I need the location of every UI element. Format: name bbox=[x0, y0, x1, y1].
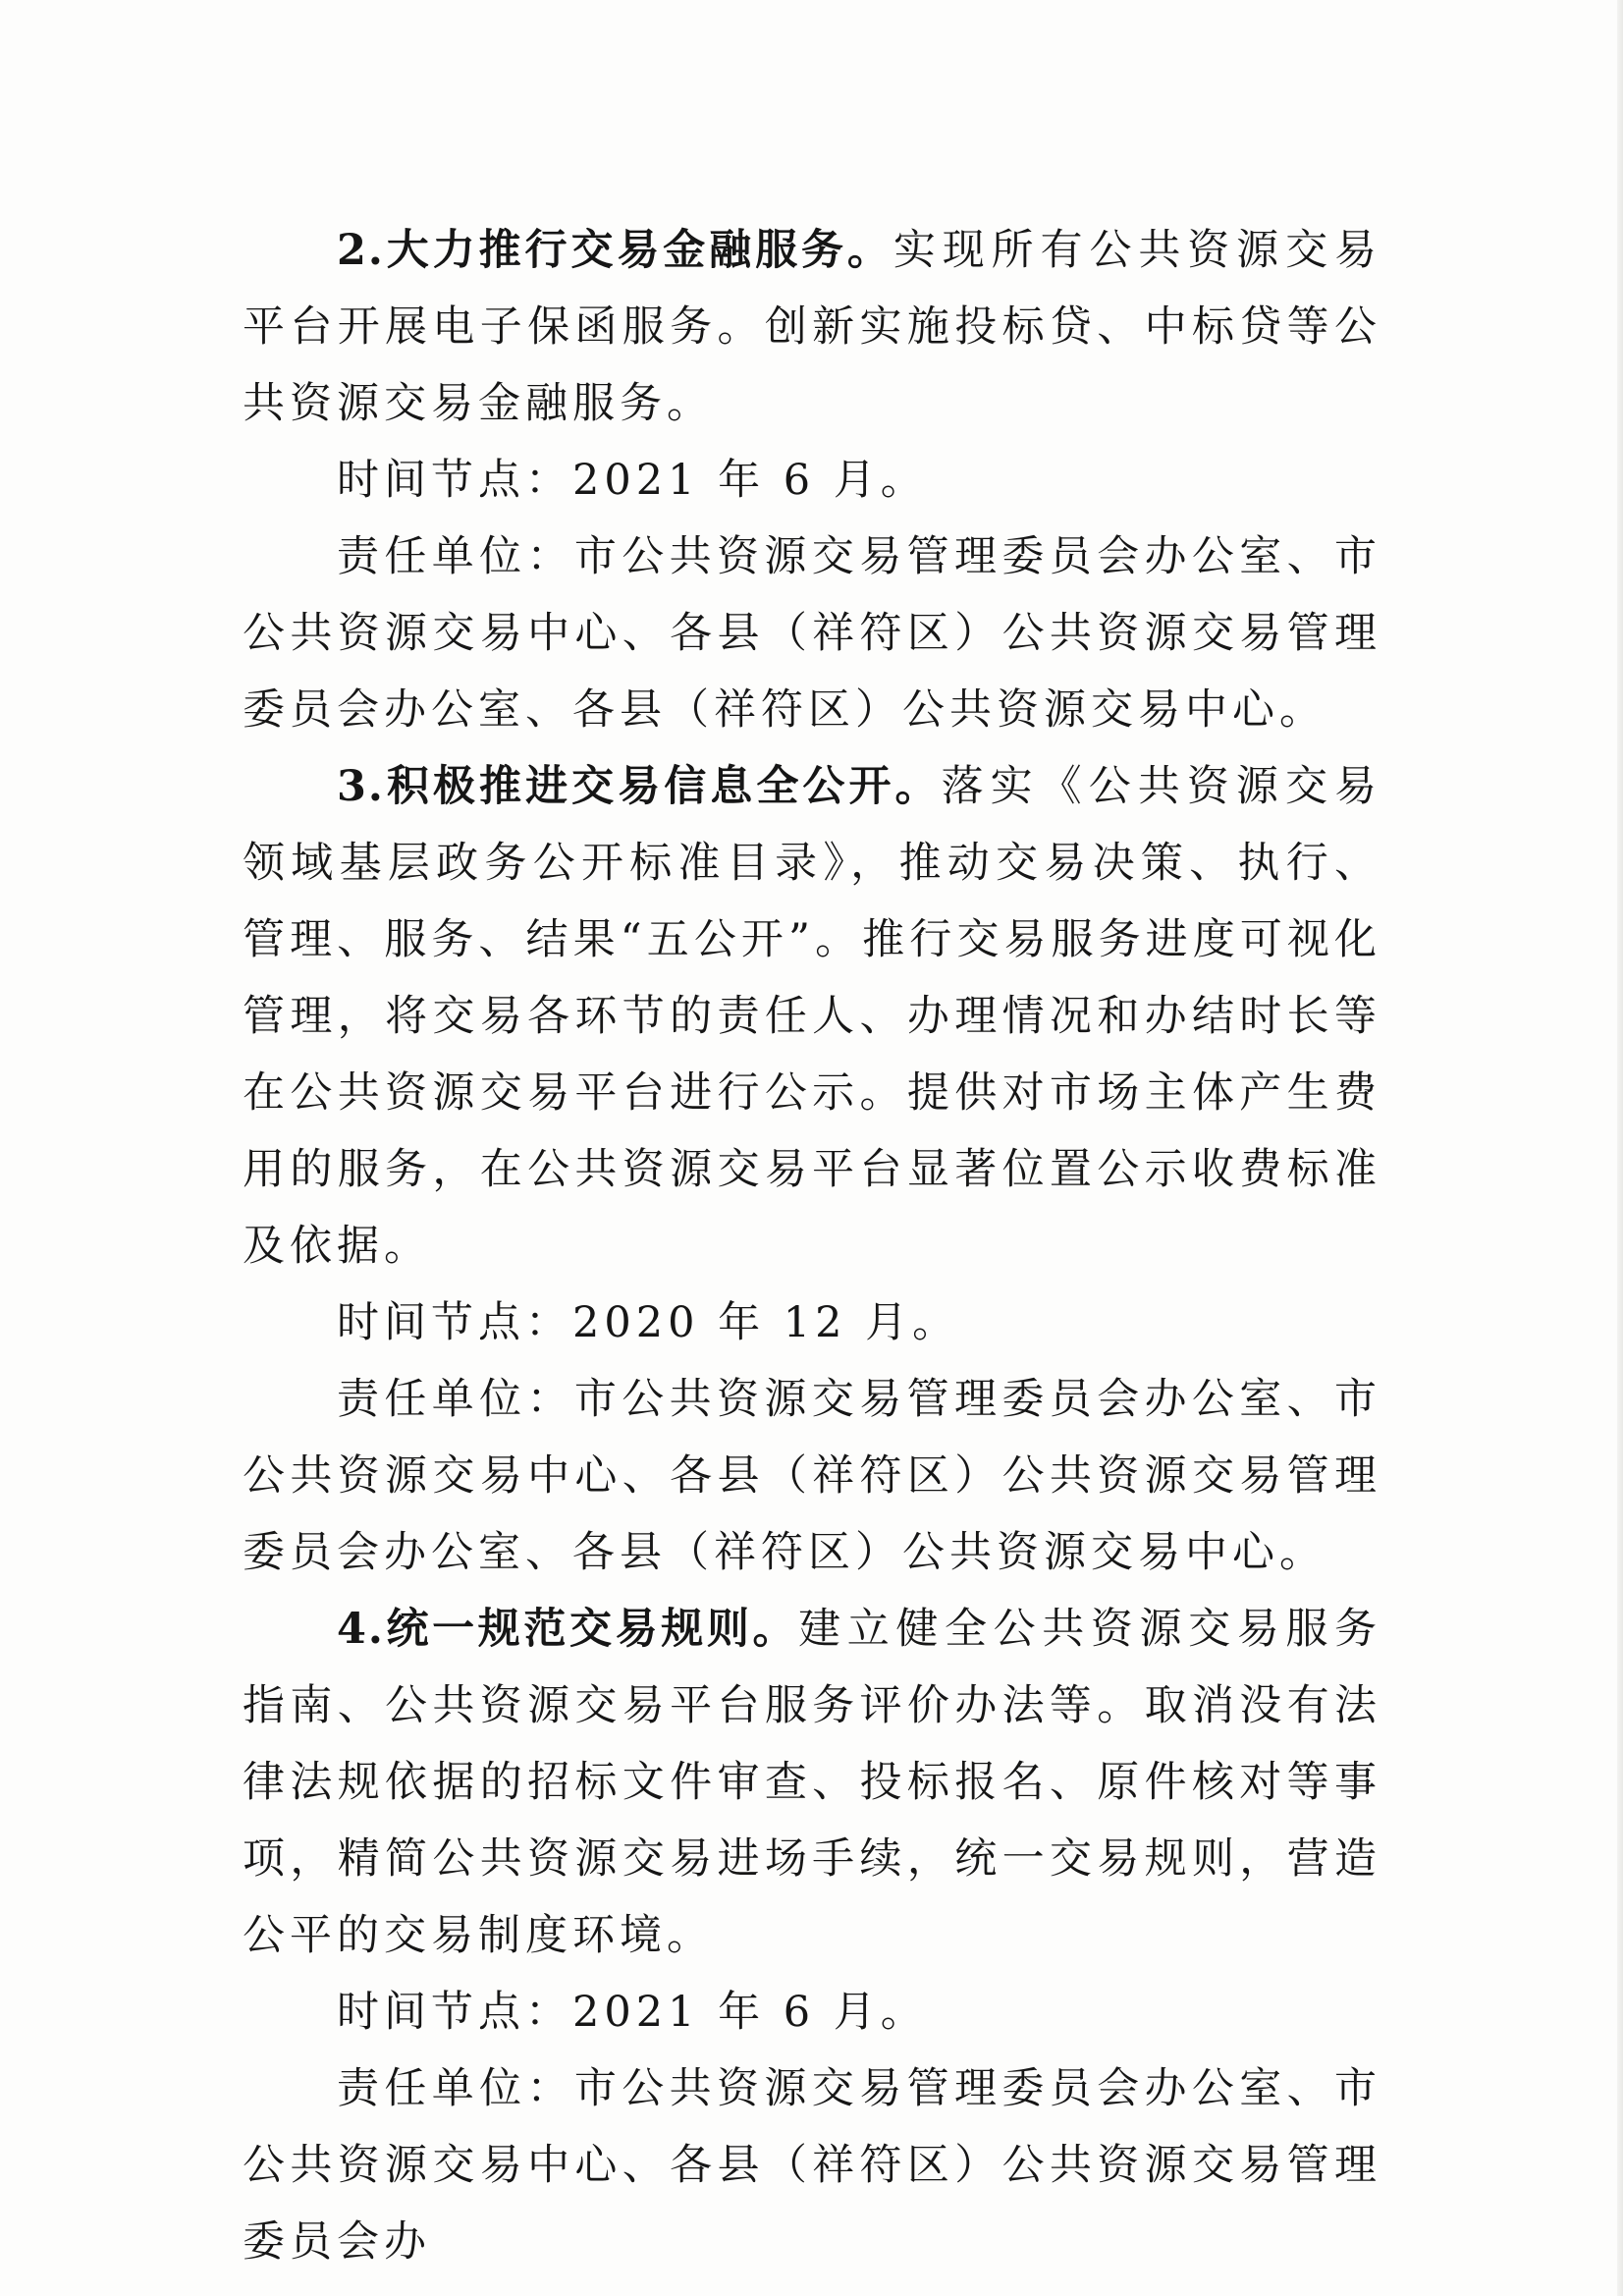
section-4-body: 建立健全公共资源交易服务指南、公共资源交易平台服务评价办法等。取消没有法律法规依据的招标文件审查、投标报名、原件核对等事项，精简公共资源交易进场手续，统一交易规则，营造公平的交易制度环境。 bbox=[243, 1605, 1382, 1960]
section-3-body: 落实《公共资源交易领域基层政务公开标准目录》，推动交易决策、执行、管理、服务、结果“五公开”。推行交易服务进度可视化管理，将交易各环节的责任人、办理情况和办结时长等在公共资源交易平台进行公示。提供对市场主体产生费用的服务，在公共资源交易平台显著位置公示收费标准及依据。 bbox=[243, 762, 1382, 1271]
section-4-responsible-units: 责任单位：市公共资源交易管理委员会办公室、市公共资源交易中心、各县（祥符区）公共资源交易管理委员会办 bbox=[243, 2064, 1381, 2267]
section-4-paragraph bbox=[243, 1591, 1381, 1974]
section-3-time-node: 时间节点：2020 年 12 月。 bbox=[337, 1298, 960, 1347]
section-4-time-node: 时间节点：2021 年 6 月。 bbox=[337, 1988, 928, 2037]
section-2-responsible-units: 责任单位：市公共资源交易管理委员会办公室、市公共资源交易中心、各县（祥符区）公共资源交易管理委员会办公室、各县（祥符区）公共资源交易中心。 bbox=[243, 532, 1381, 735]
section-2-heading: 2.大力推行交易金融服务。 bbox=[337, 226, 893, 275]
document-body bbox=[243, 212, 1381, 2280]
section-2-body: 实现所有公共资源交易平台开展电子保函服务。创新实施投标贷、中标贷等公共资源交易金融服务。 bbox=[243, 226, 1382, 428]
section-3-heading: 3.积极推进交易信息全公开。 bbox=[337, 762, 942, 811]
section-2-paragraph bbox=[243, 212, 1381, 442]
section-4-heading: 4.统一规范交易规则。 bbox=[337, 1605, 799, 1654]
section-3-responsible-units: 责任单位：市公共资源交易管理委员会办公室、市公共资源交易中心、各县（祥符区）公共资源交易管理委员会办公室、各县（祥符区）公共资源交易中心。 bbox=[243, 1375, 1381, 1577]
section-3-paragraph bbox=[243, 748, 1381, 1285]
section-2-time-node: 时间节点：2021 年 6 月。 bbox=[337, 456, 928, 505]
